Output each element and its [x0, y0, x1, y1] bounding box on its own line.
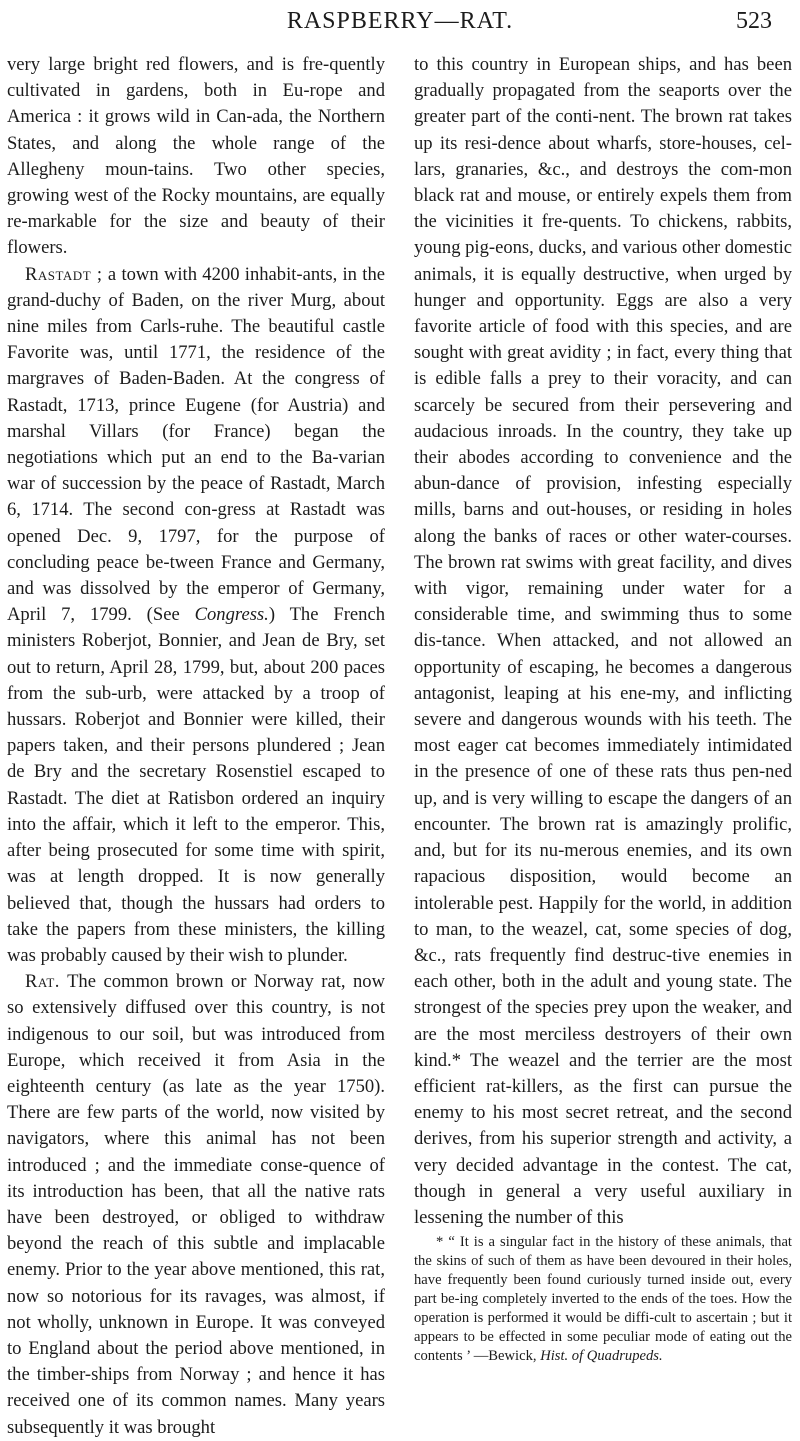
page-number: 523 — [736, 8, 772, 34]
rastadt-body: a town with 4200 inhabit-ants, in the grand-duchy of Baden, on the river Murg, about nine miles from Carls-ruhe. The beautiful castle Favorite was, until 1771, the residence of the margraves of Baden-Baden. At the congress of Rastadt, 1713, prince Eugene (for Austria) and marshal Villars (for France) began the negotiations which put an end to the Ba-varian war of succession by the peace of Rastadt, March 6, 1714. The second con-gress at Rastadt was opened Dec. 9, 1797, for the purpose of concluding peace be-tween France and Germany, and was dissolved by the emperor of Germany, April 7, 1799. (See — [7, 263, 385, 626]
left-column — [7, 52, 385, 1441]
headword-rat: Rat. — [25, 971, 60, 993]
footnote — [414, 1233, 792, 1366]
paragraph-rat — [7, 969, 385, 1441]
footnote-body: * “ It is a singular fact in the history of these animals, that the skins of such of them as have been devoured in their holes, have frequently been found curiously turned inside out, every part be-ing completely inverted to the ends of the toes. How the operation is performed it would be diffi-cult to ascertain ; but it appears to be effected in some peculiar mode of eating out the contents ’ —Bewick, — [414, 1234, 792, 1365]
rat-body: The common brown or Norway rat, now so extensively diffused over this country, is not indigenous to our soil, but was introduced from Europe, which received it from Asia in the eighteenth century (as late as the year 1750). There are few parts of the world, now visited by navigators, where this animal has not been introduced ; and the immediate conse-quence of its introduction has been, that all the native rats have been destroyed, or obliged to withdraw beyond the reach of this subtle and implacable enemy. Prior to the year above mentioned, this rat, now so notorious for its ravages, was almost, if not wholly, unknown in Europe. It was conveyed to England about the period above mentioned, in the timber-ships from Norway ; and hence it has received one of its common names. Many years subsequently it was brought — [7, 971, 385, 1438]
paragraph-rastadt — [7, 262, 385, 969]
page-header — [0, 4, 800, 48]
paragraph-raspberry-continued: very large bright red flowers, and is fre-quently cultivated in gardens, both in Eu-rope and America : it grows wild in Can-ada, the Northern States, and along the whole range of the Allegheny moun-tains. Two other species, growing west of the Rocky mountains, are equally re-markable for the size and beauty of their flowers. — [7, 54, 385, 259]
rastadt-body-tail: ) The French ministers Roberjot, Bonnier, and Jean de Bry, set out to return, April 28, 1799, but, about 200 paces from the sub-urb, were attacked by a troop of hussars. Roberjot and Bonnier were killed, their papers taken, and their persons plundered ; Jean de Bry and the secretary Rosenstiel escaped to Rastadt. The diet at Ratisbon ordered an inquiry into the affair, which it left to the emperor. This, after being prosecuted for some time with spirit, was at length dropped. It is now generally believed that, though the hussars had orders to take the papers from these ministers, the killing was probably caused by their wish to plunder. — [7, 604, 385, 966]
running-head: RASPBERRY—RAT. — [286, 8, 514, 34]
paragraph-rat-continued: to this country in European ships, and has been gradually propagated from the seaports over the greater part of the conti-nent. The brown rat takes up its resi-dence about wharfs, store-houses, cel-lars, granaries, &c., and destroys the com-mon black rat and mouse, or entirely expels them from the vicinities it fre-quents. To chickens, rabbits, young pig-eons, ducks, and various other domestic animals, it is equally destructive, when urged by hunger and opportunity. Eggs are also a very favorite article of food with this species, and are sought with great avidity ; in fact, every thing that is edible falls a prey to their voracity, and can scarcely be secured from their persevering and audacious inroads. In the country, they take up their abodes according to convenience and the abun-dance of provision, infesting especially mills, barns and out-houses, or residing in holes along the banks of races or other water-courses. The brown rat swims with great facility, and dives with vigor, remaining under water for a considerable time, and swimming thus to some dis-tance. When attacked, and not allowed an opportunity of escaping, he becomes a dangerous antagonist, leaping at his ene-my, and inflicting severe and dangerous wounds with his teeth. The most eager cat becomes immediately intimidated in the presence of one of these rats thus pen-ned up, and is very willing to escape the dangers of an encounter. The brown rat is amazingly prolific, and, but for its nu-merous enemies, and its own rapacious disposition, would become an intolerable pest. Happily for the world, in addition to man, to the weazel, cat, some species of dog, &c., rats frequently find destruc-tive enemies in each other, both in the adult and young state. The strongest of the species prey upon the weaker, and are the most merciless destroyers of their own kind.* The weazel and the terrier are the most efficient rat-killers, as the first can pursue the enemy to his most secret retreat, and the second derives, from his superior strength and activity, a very decided advantage in the contest. The cat, though in general a very useful auxiliary in lessening the number of this — [414, 54, 793, 1228]
cross-reference-congress: Congress. — [194, 604, 269, 626]
footnote-source: Hist. of Quadrupeds. — [540, 1348, 663, 1365]
right-column — [414, 52, 792, 1366]
headword-rastadt: Rastadt ; — [25, 263, 103, 285]
